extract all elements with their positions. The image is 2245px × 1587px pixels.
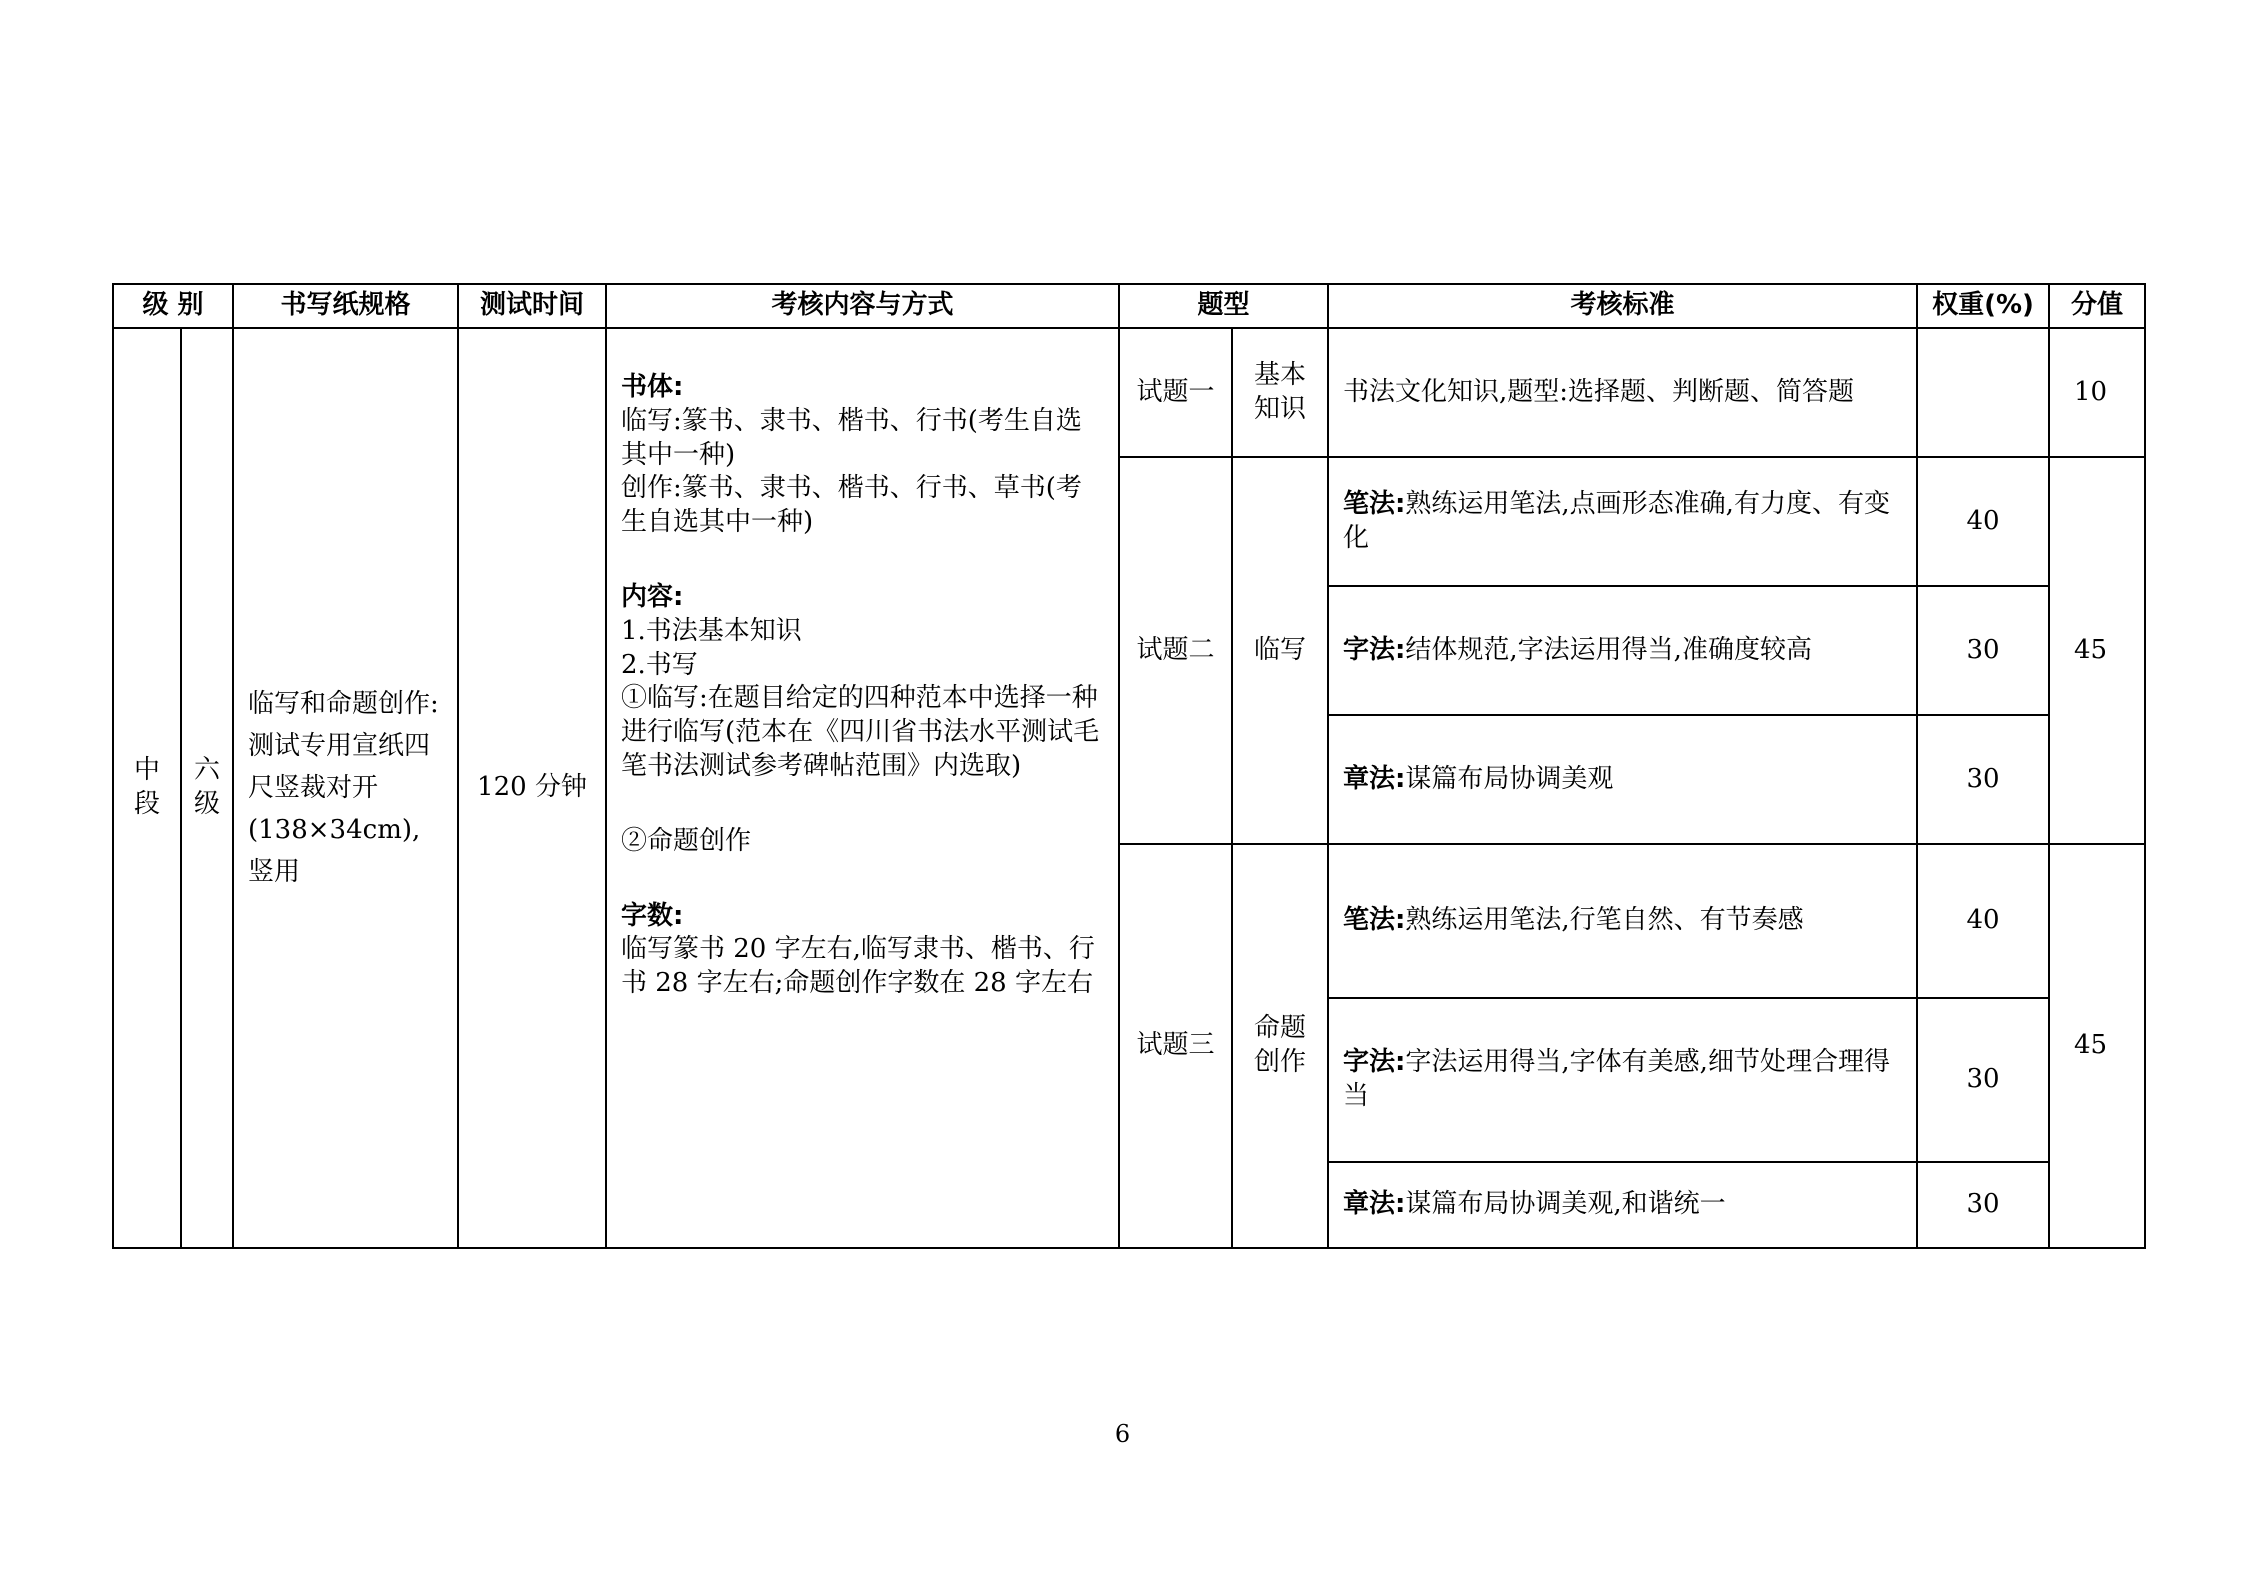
q1-type <box>1232 328 1328 457</box>
q3-type-line: 命题 <box>1254 1013 1307 1044</box>
content-item-4: ②命题创作 <box>621 825 752 856</box>
q2-name: 试题二 <box>1119 457 1232 844</box>
standard-text: 谋篇布局协调美观,和谐统一 <box>1405 1189 1726 1220</box>
q3-weight-1: 40 <box>1917 844 2049 998</box>
table-row <box>113 328 2145 457</box>
content-method-cell <box>606 328 1119 1248</box>
standard-text: 字法运用得当,字体有美感,细节处理合理得当 <box>1343 1047 1890 1111</box>
q2-standard-3 <box>1328 715 1917 844</box>
q1-score: 10 <box>2049 328 2145 457</box>
exam-standards-table <box>112 283 2146 1249</box>
q2-score: 45 <box>2049 457 2145 844</box>
q2-standard-1 <box>1328 457 1917 586</box>
q3-type-line: 创作 <box>1254 1047 1307 1077</box>
standard-label: 字法: <box>1343 1047 1406 1078</box>
q3-standard-2 <box>1328 998 1917 1162</box>
q3-score: 45 <box>2049 844 2145 1248</box>
q3-name: 试题三 <box>1119 844 1232 1248</box>
header-row <box>113 284 2145 328</box>
q2-standard-2 <box>1328 586 1917 715</box>
standard-label: 章法: <box>1343 763 1406 794</box>
level-grade-char: 级 <box>193 789 220 819</box>
q3-weight-3: 30 <box>1917 1162 2049 1248</box>
q3-type <box>1232 844 1328 1248</box>
standard-label: 章法: <box>1343 1189 1406 1220</box>
count-text: 临写篆书 20 字左右,临写隶书、楷书、行书 28 字左右;命题创作字数在 28 字左右 <box>621 934 1095 999</box>
level-grade-cell <box>181 328 233 1248</box>
q2-weight-1: 40 <box>1917 457 2049 586</box>
level-grade-char: 六 <box>193 755 220 786</box>
q3-standard-3 <box>1328 1162 1917 1248</box>
header-type: 题型 <box>1119 284 1328 328</box>
header-time: 测试时间 <box>458 284 606 328</box>
header-level: 级 别 <box>113 284 233 328</box>
q1-type-line: 基本 <box>1254 359 1307 390</box>
standard-label: 笔法: <box>1343 905 1406 936</box>
test-time-cell: 120 分钟 <box>458 328 606 1248</box>
standard-text: 结体规范,字法运用得当,准确度较高 <box>1405 634 1812 665</box>
header-weight: 权重(%) <box>1917 284 2049 328</box>
content-item-2: 2.书写 <box>621 649 698 680</box>
standard-text: 熟练运用笔法,点画形态准确,有力度、有变化 <box>1343 488 1890 553</box>
font-line-create: 创作:篆书、隶书、楷书、行书、草书(考生自选其中一种) <box>621 473 1082 538</box>
standard-label: 字法: <box>1343 634 1406 665</box>
standard-text: 谋篇布局协调美观 <box>1405 763 1614 794</box>
header-standard: 考核标准 <box>1328 284 1917 328</box>
header-paper: 书写纸规格 <box>233 284 458 328</box>
content-label: 内容: <box>621 581 684 612</box>
q2-type: 临写 <box>1232 457 1328 844</box>
content-item-1: 1.书法基本知识 <box>621 615 802 646</box>
level-stage-char: 中 <box>133 755 160 786</box>
level-stage-cell <box>113 328 181 1248</box>
q2-weight-3: 30 <box>1917 715 2049 844</box>
standard-label: 笔法: <box>1343 488 1406 519</box>
q2-weight-2: 30 <box>1917 586 2049 715</box>
level-stage-char: 段 <box>133 789 160 819</box>
page-number: 6 <box>1114 1420 1131 1448</box>
header-score: 分值 <box>2049 284 2145 328</box>
content-item-3: ①临写:在题目给定的四种范本中选择一种进行临写(范本在《四川省书法水平测试毛笔书法测试参考碑帖范围》内选取) <box>621 683 1100 781</box>
count-label: 字数: <box>621 900 684 931</box>
font-label: 书体: <box>621 372 684 402</box>
paper-spec-cell: 临写和命题创作:测试专用宣纸四尺竖裁对开(138×34cm),竖用 <box>233 328 458 1248</box>
q1-name: 试题一 <box>1119 328 1232 457</box>
q1-type-line: 知识 <box>1254 393 1307 424</box>
q3-weight-2: 30 <box>1917 998 2049 1162</box>
q1-weight <box>1917 328 2049 457</box>
font-line-copy: 临写:篆书、隶书、楷书、行书(考生自选其中一种) <box>621 405 1082 470</box>
q1-standard: 书法文化知识,题型:选择题、判断题、简答题 <box>1328 328 1917 457</box>
header-content: 考核内容与方式 <box>606 284 1119 328</box>
standard-text: 熟练运用笔法,行笔自然、有节奏感 <box>1405 905 1804 936</box>
q3-standard-1 <box>1328 844 1917 998</box>
